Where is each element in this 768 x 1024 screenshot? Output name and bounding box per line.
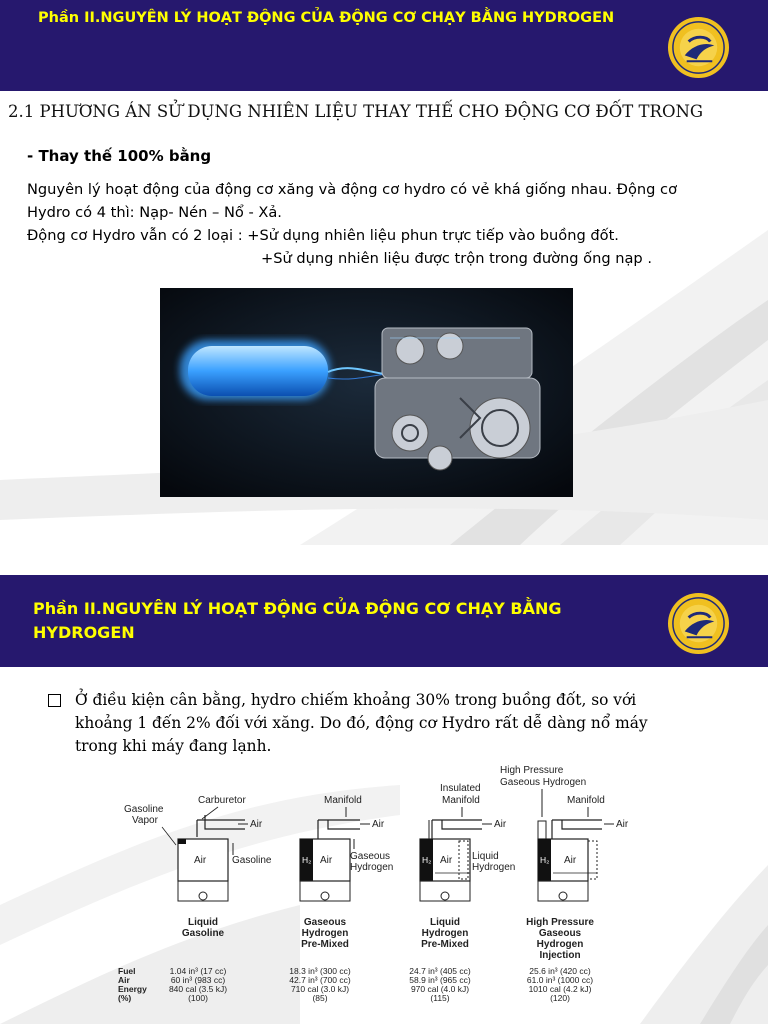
row-label: Air (118, 975, 130, 985)
slide-2 (0, 575, 768, 1024)
gaseous-hydrogen-label: Hydrogen (350, 862, 394, 873)
fuel-air-energy-table (118, 966, 593, 1003)
liquid-hydrogen-label: Hydrogen (472, 862, 516, 873)
svg-text:Pre-Mixed: Pre-Mixed (301, 939, 349, 950)
liquid-hydrogen-label: Liquid (472, 851, 499, 862)
column-high-pressure-injection (500, 765, 629, 961)
air-label: Air (250, 819, 263, 830)
svg-text:H₂: H₂ (422, 855, 432, 865)
svg-text:H₂: H₂ (540, 855, 550, 865)
svg-text:Liquid: Liquid (430, 917, 460, 928)
svg-text:61.0 in³ (1000 cc): 61.0 in³ (1000 cc) (526, 975, 594, 985)
row-label: Fuel (118, 966, 136, 976)
air-label: Air (440, 855, 453, 866)
header-title: Phần II.NGUYÊN LÝ HOẠT ĐỘNG CỦA ĐỘNG CƠ CHẠY BẰNG HYDROGEN (38, 10, 615, 26)
paragraph-line: Nguyên lý hoạt động của động cơ xăng và động cơ hydro có vẻ khá giống nhau. Động cơ (27, 181, 677, 198)
svg-text:58.9 in³ (965 cc): 58.9 in³ (965 cc) (409, 975, 471, 985)
air-label: Air (564, 855, 577, 866)
air-label: Air (194, 855, 207, 866)
svg-text:Gaseous: Gaseous (538, 928, 582, 939)
svg-text:Hydrogen: Hydrogen (536, 939, 584, 950)
svg-text:(85): (85) (312, 993, 328, 1003)
svg-text:Hydrogen: Hydrogen (301, 928, 349, 939)
section-heading: 2.1 PHƯƠNG ÁN SỬ DỤNG NHIÊN LIỆU THAY THẾ CHO ĐỘNG CƠ ĐỐT TRONG (8, 102, 704, 121)
hydrogen-engine-image (160, 288, 573, 497)
svg-text:25.6 in³ (420 cc): 25.6 in³ (420 cc) (529, 966, 591, 976)
gasoline-vapor-label: Vapor (132, 815, 158, 826)
principle-paragraph (27, 178, 727, 270)
svg-text:1010 cal (4.2 kJ): 1010 cal (4.2 kJ) (528, 984, 592, 994)
svg-text:(100): (100) (188, 993, 208, 1003)
row-label: (%) (118, 993, 132, 1003)
insulated-manifold-label: Manifold (442, 795, 480, 806)
engine-fuel-comparison-diagram (110, 765, 640, 1024)
manifold-label: Manifold (567, 795, 605, 806)
svg-text:H₂: H₂ (302, 855, 312, 865)
svg-text:1.04 in³ (17 cc): 1.04 in³ (17 cc) (169, 966, 227, 976)
air-label: Air (494, 819, 507, 830)
high-pressure-gas-label: Gaseous Hydrogen (500, 777, 587, 788)
svg-text:High Pressure: High Pressure (526, 917, 594, 928)
university-logo-icon (667, 592, 730, 655)
paragraph-line: +Sử dụng nhiên liệu được trộn trong đường ống nạp . (261, 250, 652, 267)
svg-text:Gaseous: Gaseous (303, 917, 347, 928)
manifold-label: Manifold (324, 795, 362, 806)
column-liquid-hydrogen-pre-mixed (420, 783, 515, 950)
svg-text:(115): (115) (430, 993, 450, 1003)
slide-header (0, 0, 768, 91)
slide-separator (0, 545, 768, 575)
slide-header (0, 575, 768, 667)
header-title: Phần II.NGUYÊN LÝ HOẠT ĐỘNG CỦA ĐỘNG CƠ CHẠY BẰNG HYDROGEN (33, 599, 562, 642)
svg-text:18.3 in³ (300 cc): 18.3 in³ (300 cc) (289, 966, 351, 976)
svg-text:Pre-Mixed: Pre-Mixed (421, 939, 469, 950)
university-logo-icon (667, 16, 730, 79)
air-label: Air (616, 819, 629, 830)
svg-text:Hydrogen: Hydrogen (421, 928, 469, 939)
insulated-manifold-label: Insulated (440, 783, 481, 794)
checkbox-bullet-icon (48, 694, 61, 707)
svg-text:42.7 in³ (700 cc): 42.7 in³ (700 cc) (289, 975, 351, 985)
replacement-heading: - Thay thế 100% bằng (27, 147, 212, 165)
row-label: Energy (118, 984, 147, 994)
paragraph-line: Hydro có 4 thì: Nạp- Nén – Nổ - Xả. (27, 204, 282, 221)
svg-text:840 cal (3.5 kJ): 840 cal (3.5 kJ) (168, 984, 228, 994)
svg-text:24.7 in³ (405 cc): 24.7 in³ (405 cc) (409, 966, 471, 976)
svg-text:(120): (120) (550, 993, 570, 1003)
column-gaseous-hydrogen-pre-mixed (300, 795, 393, 950)
gasoline-label: Gasoline (232, 855, 272, 866)
column-liquid-gasoline (124, 795, 272, 939)
svg-text:Injection: Injection (539, 950, 581, 961)
gasoline-vapor-label: Gasoline (124, 804, 164, 815)
paragraph-line: Động cơ Hydro vẫn có 2 loại : +Sử dụng nhiên liệu phun trực tiếp vào buồng đốt. (27, 227, 619, 244)
carburetor-label: Carburetor (198, 795, 246, 806)
svg-text:710 cal (3.0 kJ): 710 cal (3.0 kJ) (290, 984, 350, 994)
svg-text:970 cal (4.0 kJ): 970 cal (4.0 kJ) (410, 984, 470, 994)
air-label: Air (372, 819, 385, 830)
svg-text:Liquid: Liquid (188, 917, 218, 928)
gaseous-hydrogen-label: Gaseous (350, 851, 391, 862)
svg-text:Gasoline: Gasoline (181, 928, 225, 939)
bullet-paragraph: Ở điều kiện cân bằng, hydro chiếm khoảng 30% trong buồng đốt, so với khoảng 1 đến 2% đối với xăng. Do đó, động cơ Hydro rất dễ dàng nổ máy trong khi máy đang lạnh. (75, 691, 648, 755)
high-pressure-gas-label: High Pressure (500, 765, 564, 776)
svg-text:60 in³ (983 cc): 60 in³ (983 cc) (170, 975, 226, 985)
air-label: Air (320, 855, 333, 866)
